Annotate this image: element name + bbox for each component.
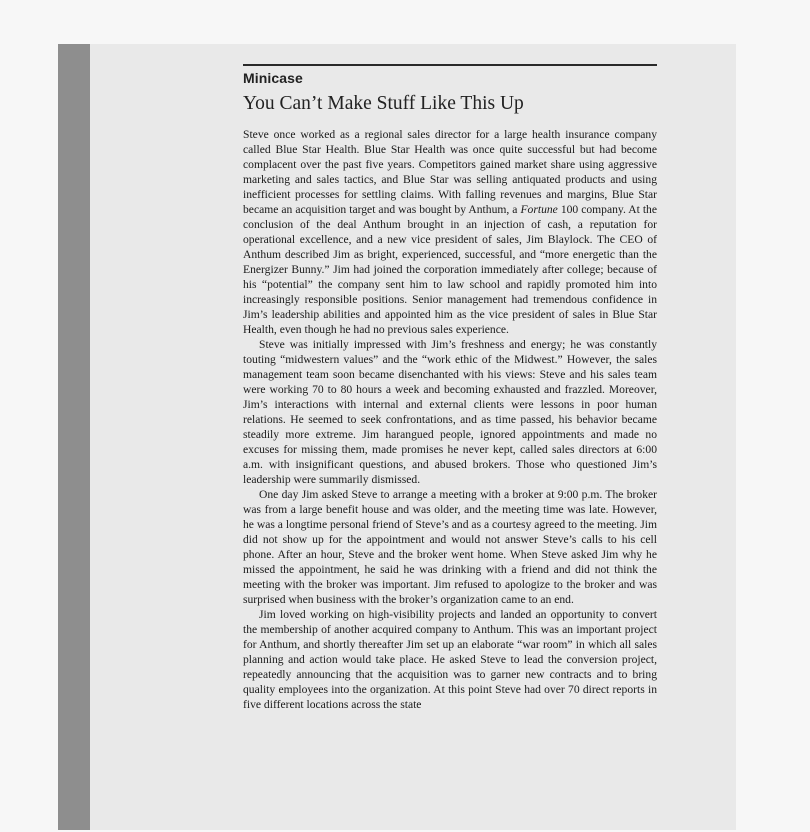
book-page [58, 44, 736, 830]
paragraph-1-text-b: 100 company. At the conclusion of the deal Anthum brought in an injection of cash, a reputation for operational excellence, and a new vice president of sales, Jim Blaylock. The CEO of Anthum described Jim as bright, experienced, successful, and “more energetic than the Energizer Bunny.” Jim had joined the corporation immediately after college; because of his “potential” the company sent him to law school and rapidly promoted him into increasingly responsible positions. Senior management had tremendous confidence in Jim’s leadership abilities and appointed him as the vice president of sales in Blue Star Health, even though he had no previous sales experience. [243, 203, 657, 336]
paragraph-4: Jim loved working on high-visibility projects and landed an opportunity to convert the membership of another acquired company to Anthum. This was an important project for Anthum, and shortly thereafter Jim set up an elaborate “war room” in which all sales planning and action would take place. He asked Steve to lead the conversion project, repeatedly announcing that the acquisition was to garner new contracts and to bring quality employees into the organization. At this point Steve had over 70 direct reports in five different locations across the state [243, 608, 657, 711]
header-rule [243, 64, 657, 66]
page-spine-shadow [58, 44, 90, 830]
paragraph-1-text-a: Steve once worked as a regional sales director for a large health insurance company called Blue Star Health. Blue Star Health was once quite successful but had become complacent over the past five years. Competitors gained market share using aggressive marketing and sales tactics, and Blue Star was selling antiquated products and using inefficient processes for settling claims. With falling revenues and margins, Blue Star became an acquisition target and was bought by Anthum, a [243, 128, 657, 216]
section-label: Minicase [243, 70, 303, 86]
case-title: You Can’t Make Stuff Like This Up [243, 93, 524, 114]
paragraph-1 [243, 127, 657, 337]
paragraph-2: Steve was initially impressed with Jim’s freshness and energy; he was constantly touting “midwestern values” and the “work ethic of the Midwest.” However, the sales management team soon became disenchanted with his views: Steve and his sales team were working 70 to 80 hours a week and becoming exhausted and frazzled. Moreover, Jim’s interactions with internal and external clients were lessons in poor human relations. He seemed to seek confrontations, and as time passed, his behavior became steadily more extreme. Jim harangued people, ignored appointments and made no excuses for missing them, made promises he never kept, called sales directors at 6:00 a.m. with insignificant questions, and abused brokers. Those who questioned Jim’s leadership were summarily dismissed. [243, 338, 657, 486]
paragraph-1-italic: Fortune [520, 203, 558, 216]
minicase-content [243, 64, 657, 712]
paragraph-3: One day Jim asked Steve to arrange a meeting with a broker at 9:00 p.m. The broker was from a large benefit house and was older, and the meeting time was late. However, he was a longtime personal friend of Steve’s and as a courtesy agreed to the meeting. Jim did not show up for the appointment and would not answer Steve’s calls to his cell phone. After an hour, Steve and the broker went home. When Steve asked Jim why he missed the appointment, he said he was drinking with a friend and did not think the meeting with the broker was important. Jim refused to apologize to the broker and was surprised when business with the broker’s organization came to an end. [243, 488, 657, 606]
